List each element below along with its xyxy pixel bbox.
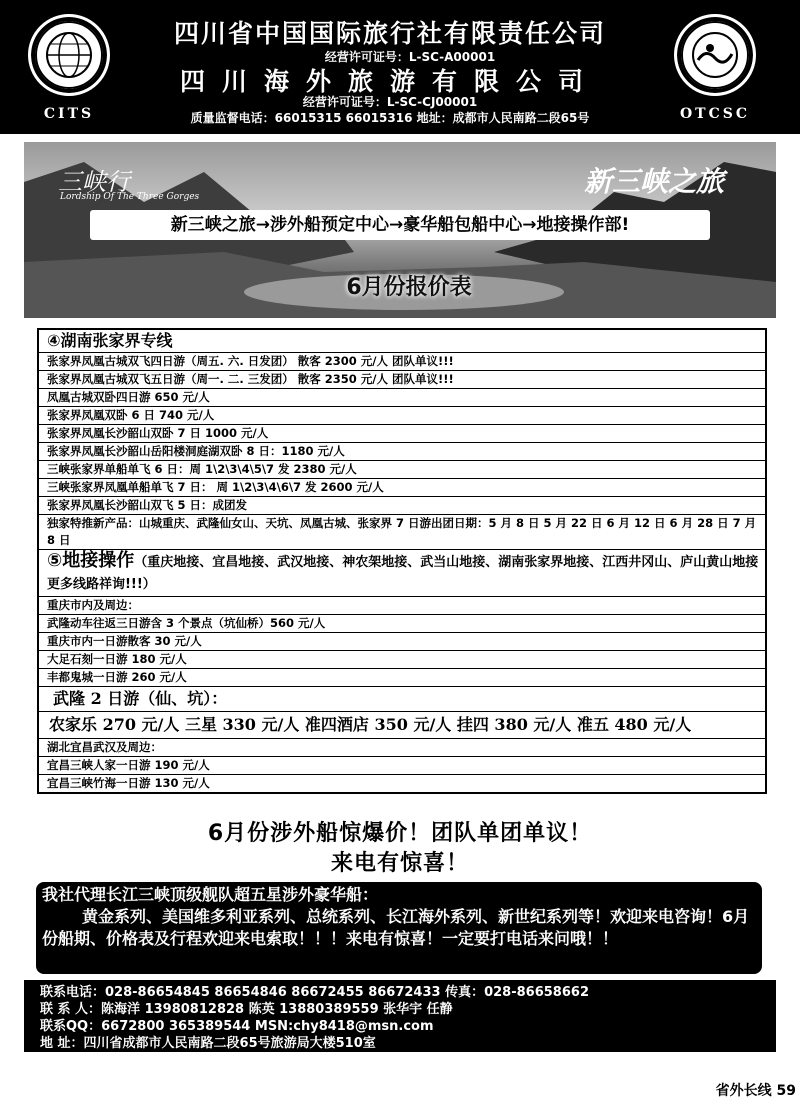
section5-title: ⑤地接操作	[47, 550, 135, 571]
table-row: 三峡张家界单船单飞 6 日：周 1\2\3\4\5\7 发 2380 元/人	[39, 461, 765, 479]
wulong-prices: 农家乐 270 元/人 三星 330 元/人 准四酒店 350 元/人 挂四 380 元/人 准五 480 元/人	[39, 712, 765, 739]
table-row: 张家界凤凰古城双飞五日游（周一. 二. 三发团） 散客 2350 元/人 团队单议!!!	[39, 371, 765, 389]
page-footer: 省外长线 59	[715, 1083, 796, 1099]
table-row: 丰都鬼城一日游 260 元/人	[39, 669, 765, 687]
table-row: 湖北宜昌武汉及周边：	[39, 739, 765, 757]
banner-slogan: 新三峡之旅→涉外船预定中心→豪华船包船中心→地接操作部!	[90, 210, 710, 240]
license-1: 经营许可证号：L-SC-A00001	[324, 50, 496, 64]
table-row: 张家界凤凰双卧 6 日 740 元/人	[39, 407, 765, 425]
otcsc-logo	[670, 14, 760, 124]
special-product-row: 独家特推新产品：山城重庆、武隆仙女山、天坑、凤凰古城、张家界 7 日游出团日期：5 月 8 日 5 月 22 日 6 月 12 日 6 月 28 日 7 月 8 日	[39, 515, 765, 550]
sanxia-logo: 三峡行	[58, 168, 130, 196]
wulong-title: 武隆 2 日游（仙、坑）：	[39, 687, 765, 712]
section4-title: ④湖南张家界专线	[39, 330, 765, 353]
table-row: 重庆市内一日游散客 30 元/人	[39, 633, 765, 651]
promo-line-2: 来电有惊喜！	[330, 851, 469, 876]
section5-header	[39, 550, 765, 597]
table-row: 张家界凤凰古城双飞四日游（周五. 六. 日发团） 散客 2300 元/人 团队单议!!!	[39, 353, 765, 371]
table-row: 重庆市内及周边：	[39, 597, 765, 615]
cits-abbr: CITS	[43, 106, 95, 122]
gorge-banner	[24, 142, 776, 318]
price-list-title: 6月份报价表	[346, 275, 472, 300]
wave-emblem-icon	[674, 14, 756, 96]
contact-people: 联 系 人：陈海洋 13980812828 陈英 13880389559 张华宇 任静	[40, 1002, 453, 1017]
hotline-address: 质量监督电话：66015315 66015316 地址：成都市人民南路二段65号	[190, 111, 590, 125]
new-sanxia-logo: 新三峡之旅	[584, 165, 725, 198]
table-row: 张家界凤凰长沙韶山双卧 7 日 1000 元/人	[39, 425, 765, 443]
contact-phone: 联系电话：028-86654845 86654846 86672455 86672433 传真：028-86658662	[40, 985, 589, 1000]
table-row: 武隆动车往返三日游含 3 个景点（坑仙桥）560 元/人	[39, 615, 765, 633]
sanxia-logo-subtitle: Lordship Of The Three Gorges	[60, 192, 200, 202]
table-row: 张家界凤凰长沙韶山岳阳楼洞庭湖双卧 8 日：1180 元/人	[39, 443, 765, 461]
globe-icon	[28, 14, 110, 96]
contact-qq: 联系QQ：6672800 365389544 MSN:chy8418@msn.com	[40, 1019, 434, 1034]
license-2: 经营许可证号：L-SC-CJ00001	[302, 95, 478, 109]
otcsc-abbr: OTCSC	[679, 106, 750, 122]
cits-logo	[24, 14, 114, 124]
agent-line-1: 我社代理长江三峡顶级舰队超五星涉外豪华船：	[42, 885, 379, 904]
table-row: 宜昌三峡人家一日游 190 元/人	[39, 757, 765, 775]
price-table	[37, 328, 767, 794]
table-row: 大足石刻一日游 180 元/人	[39, 651, 765, 669]
company-name-1: 四川省中国国际旅行社有限责任公司	[173, 19, 606, 48]
header-bar	[0, 0, 800, 134]
company-name-2: 四川海外旅游有限公司	[179, 67, 600, 96]
table-row: 宜昌三峡竹海一日游 130 元/人	[47, 776, 210, 790]
table-row: 张家界凤凰长沙韶山双飞 5 日：成团发	[39, 497, 765, 515]
agent-box	[36, 882, 762, 974]
table-row: 三峡张家界凤凰单船单飞 7 日： 周 1\2\3\4\6\7 发 2600 元/人	[39, 479, 765, 497]
promo-line-1: 6月份涉外船惊爆价！团队单团单议！	[207, 821, 593, 846]
section5-desc: （重庆地接、宜昌地接、武汉地接、神农架地接、武当山地接、湖南张家界地接、江西井冈山、庐山黄山地接更多线路祥询!!!）	[47, 555, 759, 592]
contact-block	[24, 980, 776, 1052]
contact-address: 地 址：四川省成都市人民南路二段65号旅游局大楼510室	[40, 1036, 376, 1051]
table-row: 凤凰古城双卧四日游 650 元/人	[39, 389, 765, 407]
agent-line-2: 黄金系列、美国维多利亚系列、总统系列、长江海外系列、新世纪系列等！欢迎来电咨询！6月份船期、价格表及行程欢迎来电索取！！！来电有惊喜！一定要打电话来问哦！！	[42, 907, 750, 948]
